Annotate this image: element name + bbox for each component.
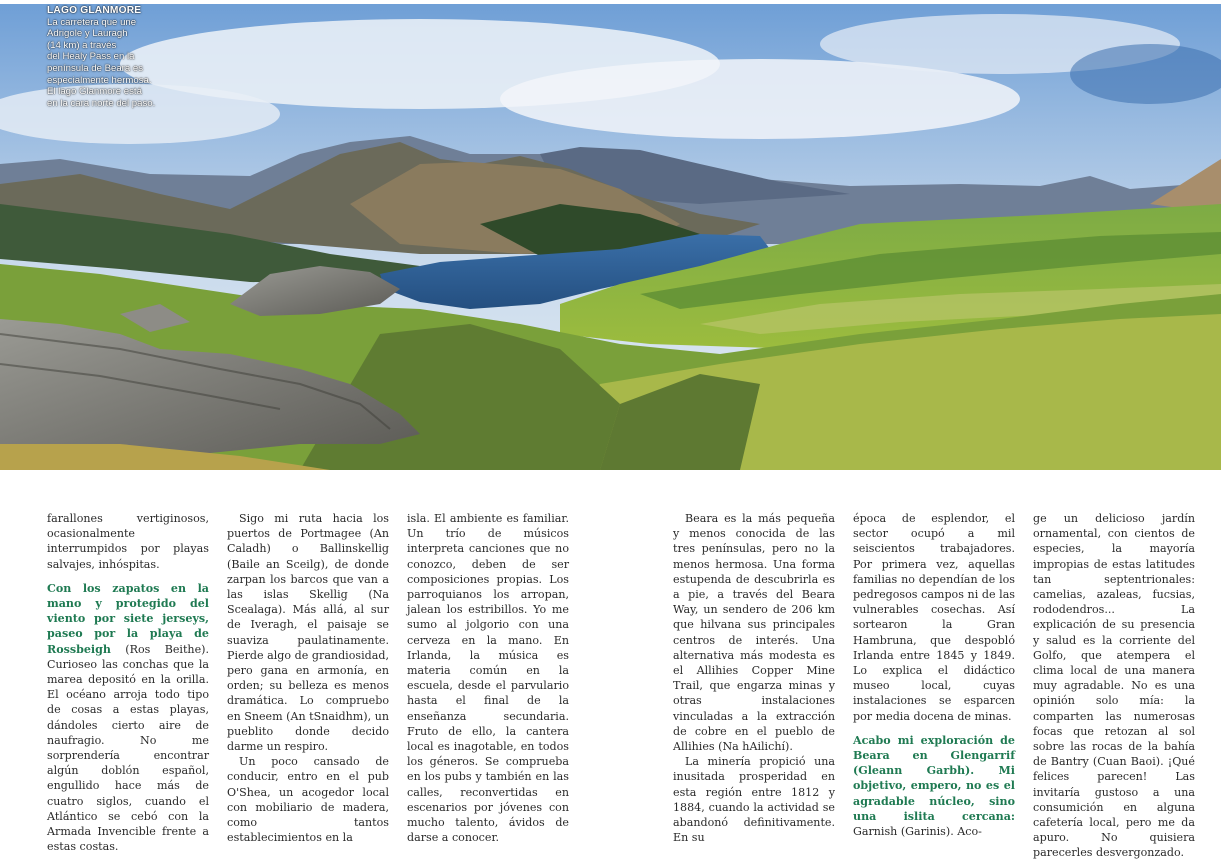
paragraph: isla. El ambiente es familiar. Un trío de músicos interpreta canciones que no conozco, deben de ser composiciones propias. Los parroquianos los arropan, jalean los estribillos. Yo me sumo al jolgorio con una cerveza en la mano. En Irlanda, la música es materia común en la escuela, desde el parvulario hasta el final de la enseñanza secundaria. Fruto de ello, la cantera local es inagotable, en todos los géneros. Se comprueba en los pubs y también en las calles, reconvertidas en escenarios por jóvenes con mucho talento, ávidos de darse a conocer. bbox=[407, 512, 569, 845]
paragraph-highlight: Con los zapatos en la mano y protegido del viento por siete jerseys, paseo por la playa de Rossbeigh bbox=[47, 581, 209, 656]
text-column-5 bbox=[853, 511, 1015, 839]
text-column-3 bbox=[407, 511, 569, 845]
paragraph: Un poco cansado de conducir, entro en el pub O'Shea, un acogedor local con mobiliario de madera, como tantos establecimientos en la bbox=[227, 755, 389, 845]
landscape-photo bbox=[0, 4, 1221, 470]
paragraph bbox=[47, 581, 209, 855]
caption-line: península de Beara es bbox=[47, 62, 144, 74]
caption-line: Adrigole y Lauragh bbox=[47, 28, 128, 40]
photo-caption bbox=[47, 5, 167, 109]
text-column-2 bbox=[227, 511, 389, 845]
paragraph: La minería propició una inusitada prosperidad en esta región entre 1812 y 1884, cuando la actividad se abandonó definitivamente. En su bbox=[673, 755, 835, 845]
paragraph: Sigo mi ruta hacia los puertos de Portmagee (An Caladh) o Ballinskellig (Baile an Sceilg), de donde zarpan los barcos que van a las islas Skellig (Na Scealaga). Más allá, al sur de Iveragh, el paisaje se suaviza paulatinamente. Pierde algo de grandiosidad, pero gana en armonía, en orden; su belleza es menos dramática. Lo compruebo en Sneem (An tSnaidhm), un pueblito donde decido darme un respiro. bbox=[227, 512, 389, 754]
paragraph-text: Garnish (Garinis). Aco- bbox=[853, 825, 982, 839]
caption-line: del Healy Pass en la bbox=[47, 51, 135, 63]
text-column-4 bbox=[673, 511, 835, 845]
caption-line: La carretera que une bbox=[47, 16, 137, 28]
paragraph: ge un delicioso jardín ornamental, con cientos de especies, la mayoría impropias de estas latitudes tan septentrionales: camelias, azaleas, fucsias, rododendros... La explicación de su presencia y salud es la corriente del Golfo, que atempera el clima local de una manera muy agradable. No es una opinión solo mía: la comparten las numerosas focas que retozan al sol sobre las rocas de la bahía de Bantry (Cuan Baoi). ¡Qué felices parecen! Las invitaría gustoso a una consumición en alguna cafetería local, pero me da apuro. No quisiera parecerles desvergonzado. bbox=[1033, 512, 1195, 860]
paragraph bbox=[853, 733, 1015, 839]
caption-line: en la cara norte del paso. bbox=[47, 97, 156, 109]
paragraph: época de esplendor, el sector ocupó a mil seiscientos trabajadores. Por primera vez, aquellas familias no dependían de los pedregosos campos ni de las vulnerables cosechas. Así sortearon la Gran Hambruna, que despobló Irlanda entre 1845 y 1849. Lo explica el didáctico museo local, cuyas instalaciones se esparcen por media docena de minas. bbox=[853, 512, 1015, 723]
text-column-1 bbox=[47, 511, 209, 854]
glanmore-lake-photo bbox=[0, 4, 1221, 470]
caption-line: especialmente hermosa. bbox=[47, 74, 152, 86]
paragraph: Beara es la más pequeña y menos conocida de las tres penínsulas, pero no la menos hermosa. Una forma estupenda de descubrirla es a pie, a través del Beara Way, un sendero de 206 km que hilvana sus principales centros de interés. Una alternativa más modesta es el Allihies Copper Mine Trail, que engarza minas y otras instalaciones vinculadas a la extracción de cobre en el pueblo de Allihies (Na hAilichí). bbox=[673, 512, 835, 754]
paragraph: farallones vertiginosos, ocasionalmente interrumpidos por playas salvajes, inhóspitas. bbox=[47, 512, 209, 571]
text-column-6 bbox=[1033, 511, 1195, 861]
caption-line: El lago Glanmore está bbox=[47, 86, 142, 98]
paragraph-text: (Ros Beithe). Curioseo las conchas que la marea depositó en la orilla. El océano arroja todo tipo de cosas a estas playas, dándoles cierto aire de naufragio. No me sorprendería encontrar algún doblón español, engullido hace más de cuatro siglos, cuando el Atlántico se cebó con la Armada Invencible frente a estas costas. bbox=[47, 642, 209, 854]
caption-line: (14 km) a través bbox=[47, 39, 117, 51]
caption-title: LAGO GLANMORE bbox=[47, 5, 142, 16]
paragraph-highlight: Acabo mi exploración de Beara en Glengarrif (Gleann Garbh). Mi objetivo, empero, no es el agradable núcleo, sino una islita cercana: bbox=[853, 733, 1015, 823]
